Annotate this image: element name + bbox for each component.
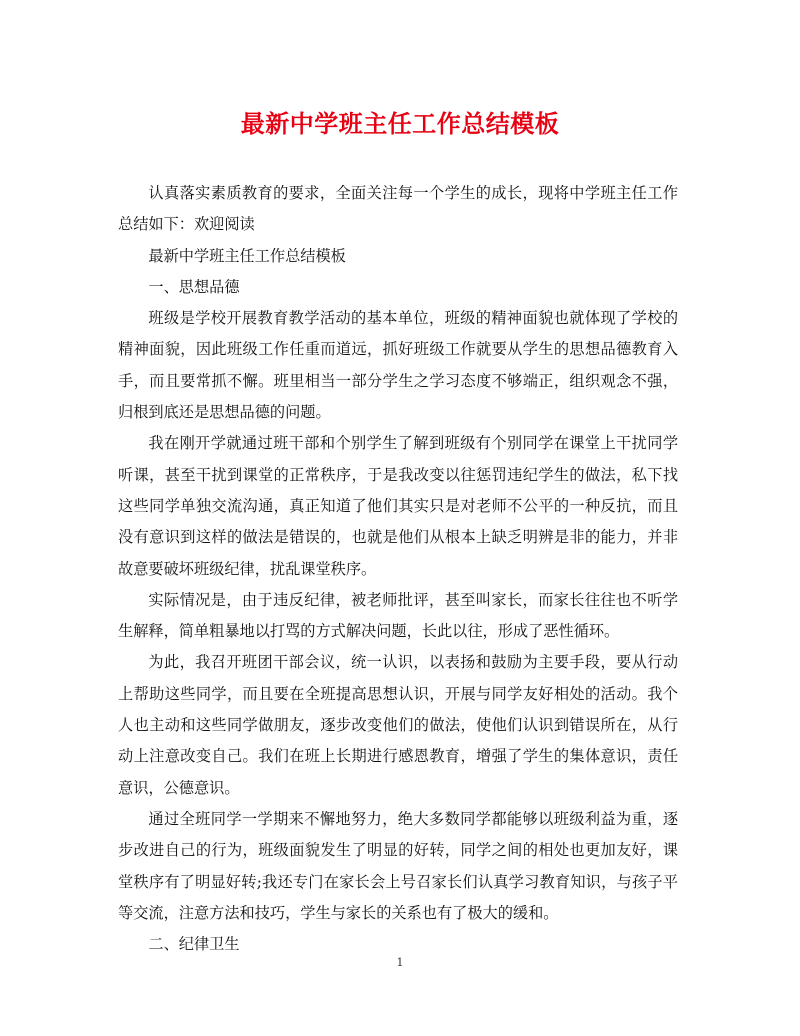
- body-paragraph: 为此，我召开班团干部会议，统一认识，以表扬和鼓励为主要手段，要从行动上帮助这些同学，而且要在全班提高思想认识，开展与同学友好相处的活动。我个人也主动和这些同学做朋友，逐步改变他们的做法，使他们认识到错误所在，从行动上注意改变自己。我们在班上长期进行感恩教育，增强了学生的集体意识，责任意识，公德意识。: [118, 653, 678, 797]
- body-paragraph: 通过全班同学一学期来不懈地努力，绝大多数同学都能够以班级利益为重，逐步改进自己的行为，班级面貌发生了明显的好转，同学之间的相处也更加友好，课堂秩序有了明显好转;我还专门在家长会上号召家长们认真学习教育知识，与孩子平等交流，注意方法和技巧，学生与家长的关系也有了极大的缓和。: [118, 809, 678, 922]
- page-number: 1: [396, 956, 404, 969]
- body-paragraph: 我在刚开学就通过班干部和个别学生了解到班级有个别同学在课堂上干扰同学听课，甚至干扰到课堂的正常秩序，于是我改变以往惩罚违纪学生的做法，私下找这些同学单独交流沟通，真正知道了他们其实只是对老师不公平的一种反抗，而且没有意识到这样的做法是错误的，也就是他们从根本上缺乏明辨是非的能力，并非故意要破坏班级纪律，扰乱课堂秩序。: [118, 434, 678, 578]
- body-paragraph: 实际情况是，由于违反纪律，被老师批评，甚至叫家长，而家长往往也不听学生解释，简单粗暴地以打骂的方式解决问题，长此以往，形成了恶性循环。: [118, 590, 678, 641]
- subtitle-paragraph: 最新中学班主任工作总结模板: [148, 246, 346, 265]
- intro-paragraph: 认真落实素质教育的要求，全面关注每一个学生的成长，现将中学班主任工作总结如下：欢迎阅读: [118, 184, 678, 234]
- body-paragraph: 班级是学校开展教育教学活动的基本单位，班级的精神面貌也就体现了学校的精神面貌，因此班级工作任重而道远，抓好班级工作就要从学生的思想品德教育入手，而且要常抓不懈。班里相当一部分学生之学习态度不够端正，组织观念不强，归根到底还是思想品德的问题。: [118, 309, 678, 422]
- section-heading-moral: 一、思想品德: [148, 277, 240, 296]
- document-body: [118, 178, 678, 960]
- section-heading-discipline: 二、纪律卫生: [148, 935, 240, 954]
- document-title: 最新中学班主任工作总结模板: [240, 109, 560, 138]
